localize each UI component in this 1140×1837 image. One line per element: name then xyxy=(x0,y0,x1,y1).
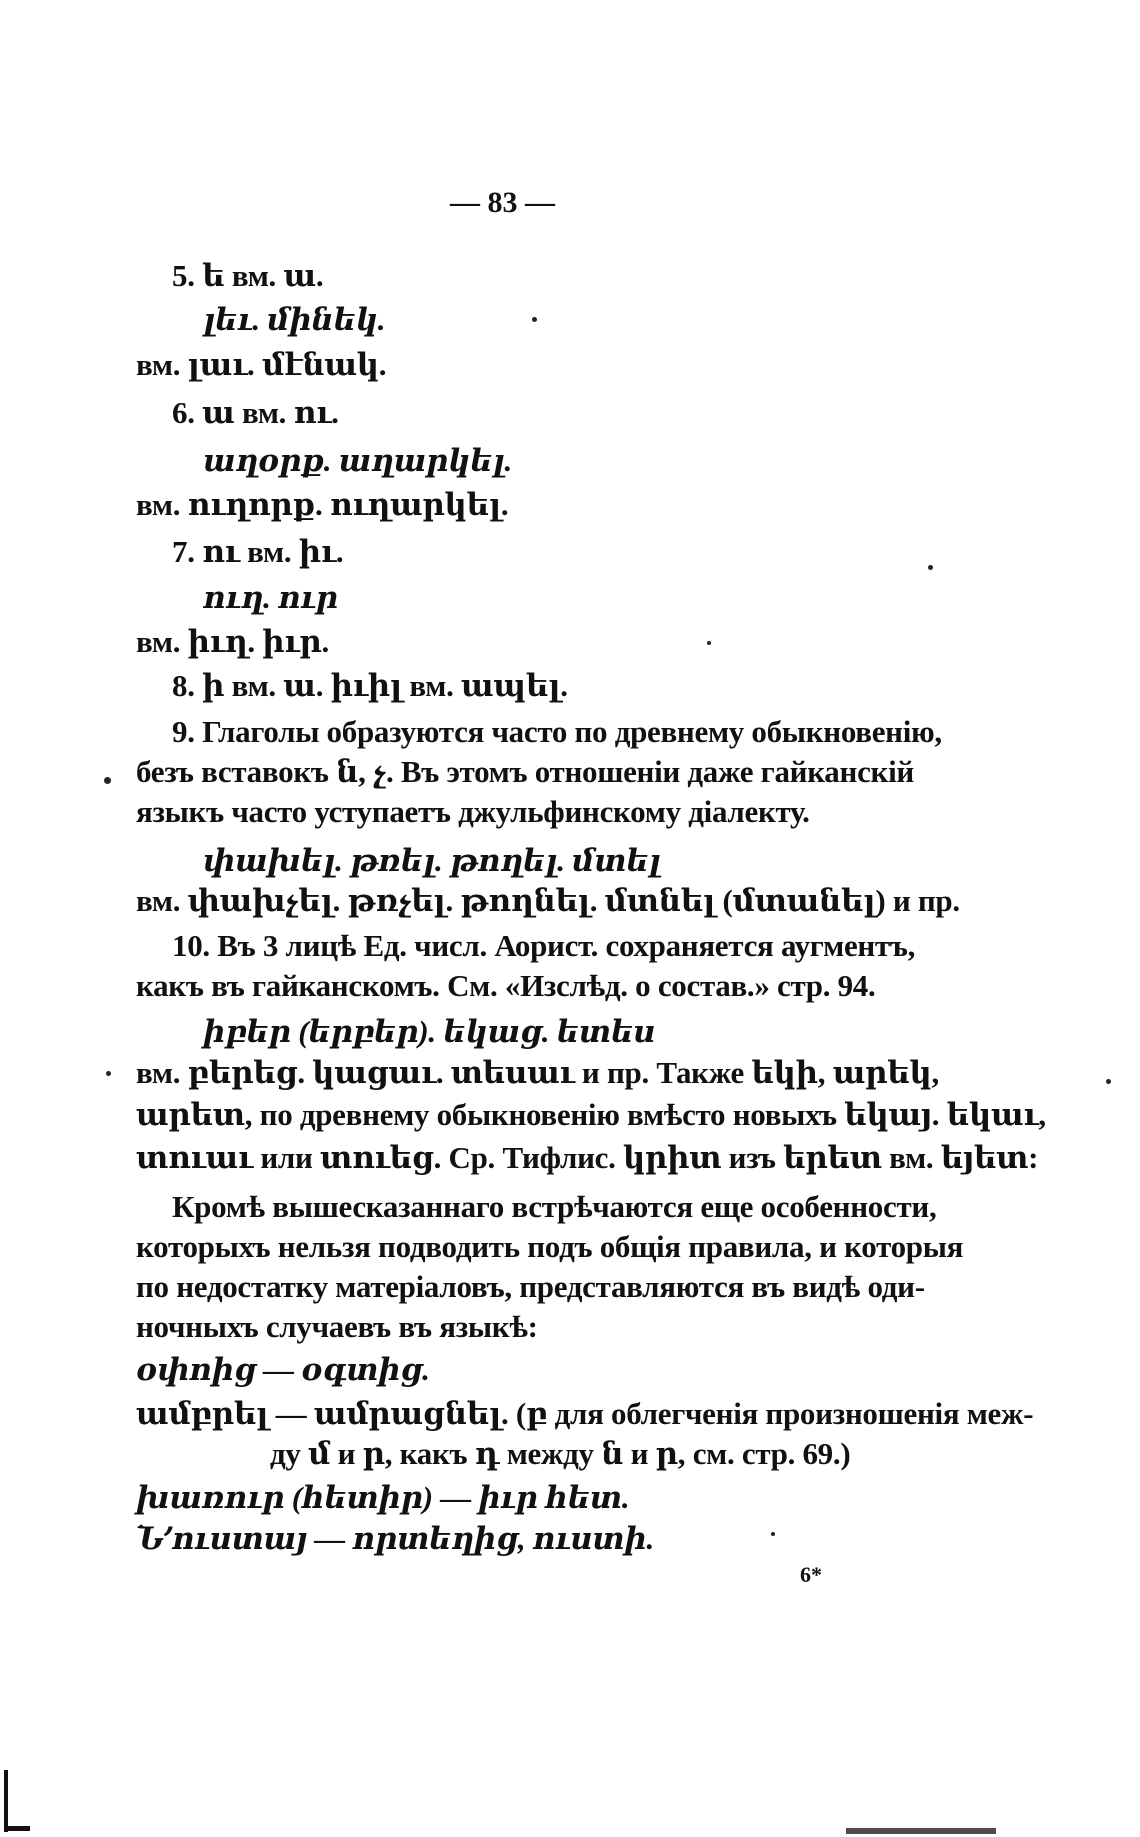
paragraph-line: 10. Въ 3 лицѣ Ед. числ. Аорист. сохраняется аугментъ, xyxy=(172,928,916,963)
paragraph-line: ду մ и ր, какъ դ между ն и ր, см. стр. 69.) xyxy=(270,1436,851,1471)
example-line: вм. ուղորք. ուղարկել. xyxy=(136,487,509,522)
scan-speck xyxy=(707,641,711,645)
scan-speck xyxy=(928,565,933,570)
example-line: լեւ. մինեկ. xyxy=(203,302,386,337)
rule-7-heading: 7. ու вм. իւ. xyxy=(172,534,344,569)
paragraph-line: языкъ часто уступаетъ джульфинскому діалекту. xyxy=(136,794,810,829)
scan-edge-mark xyxy=(4,1770,8,1832)
rule-8-heading: 8. ի вм. ա. իւիլ вм. ապել. xyxy=(172,668,568,703)
example-line: вм. փախչել. թռչել. թողնել. մտնել (մտանել) и пр. xyxy=(136,883,960,918)
paragraph-line: ночныхъ случаевъ въ языкѣ: xyxy=(136,1309,538,1344)
example-line: օփոից — օգտից. xyxy=(136,1352,430,1387)
example-line: խառուր (հետիր) — իւր հետ. xyxy=(136,1480,630,1515)
rule-5-heading: 5. ե вм. ա. xyxy=(172,258,324,293)
scan-edge-mark xyxy=(4,1826,30,1831)
example-line: իբեր (երբեր). եկաց. ետես xyxy=(203,1014,656,1049)
scan-speck xyxy=(1106,1079,1111,1084)
scan-edge-mark xyxy=(846,1828,996,1834)
example-line: փախել. թռել. թողել. մտել xyxy=(203,843,661,878)
scan-speck xyxy=(771,1532,775,1536)
example-line: Ն՚ուստայ — որտեղից, ուստի. xyxy=(136,1521,654,1556)
paragraph-line: տուաւ или տուեց. Ср. Тифлис. կրիտ изъ երետ вм. եյետ: xyxy=(136,1140,1039,1175)
page-number: — 83 — xyxy=(450,186,555,219)
paragraph-line: какъ въ гайканскомъ. См. «Изслѣд. о состав.» стр. 94. xyxy=(136,968,876,1003)
scan-speck xyxy=(104,777,111,784)
example-line: вм. լաւ. մէնակ. xyxy=(136,347,387,382)
paragraph-line: արետ, по древнему обыкновенію вмѣсто новыхъ եկայ. եկաւ, xyxy=(136,1097,1046,1132)
paragraph-line: по недостатку матеріаловъ, представляются въ видѣ оди- xyxy=(136,1269,925,1304)
paragraph-line: ամբրել — ամրացնել. (բ для облегченія произношенія меж- xyxy=(136,1396,1034,1431)
example-line: вм. իւղ. իւր. xyxy=(136,624,329,659)
paragraph-line: 9. Глаголы образуются часто по древнему обыкновенію, xyxy=(172,714,942,749)
paragraph-line: которыхъ нельзя подводить подъ общія правила, и которыя xyxy=(136,1229,964,1264)
example-line: աղօրք. աղարկել. xyxy=(203,443,512,478)
rule-6-heading: 6. ա вм. ու. xyxy=(172,395,339,430)
paragraph-line: безъ вставокъ ն, չ. Въ этомъ отношеніи даже гайканскій xyxy=(136,754,914,789)
paragraph-line: вм. բերեց. կացաւ. տեսաւ и пр. Также եկի, արեկ, xyxy=(136,1055,939,1090)
example-line: ուղ. ուր xyxy=(203,580,338,615)
paragraph-line: Кромѣ вышесказаннаго встрѣчаются еще особенности, xyxy=(172,1189,937,1224)
scan-speck xyxy=(532,317,537,322)
scan-speck xyxy=(106,1071,111,1076)
signature-mark: 6* xyxy=(800,1562,822,1587)
